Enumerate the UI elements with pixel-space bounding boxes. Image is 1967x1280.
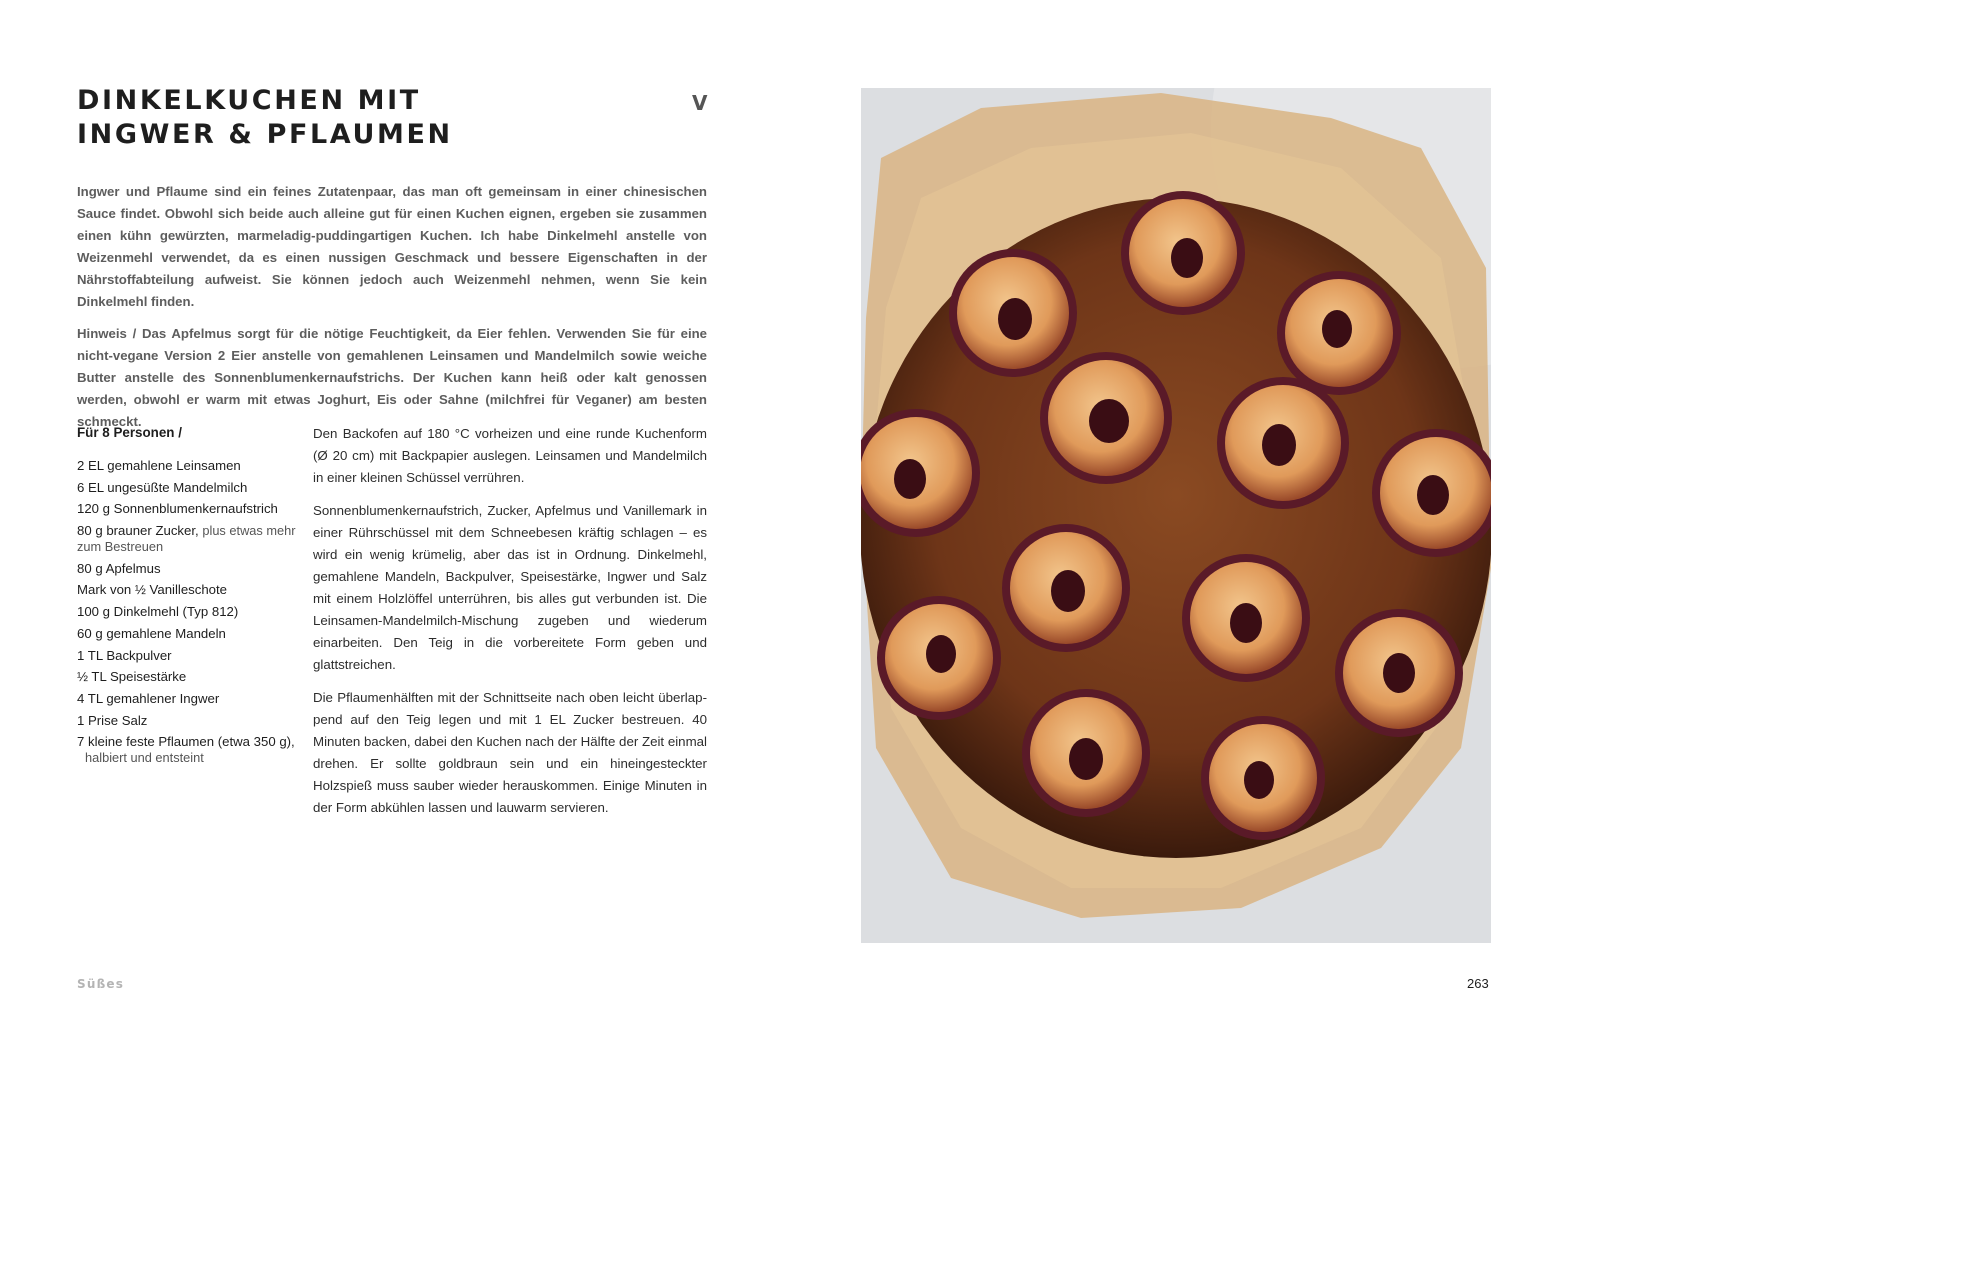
ingredient-text: 7 kleine feste Pflaumen (etwa 350 g), bbox=[77, 734, 295, 750]
method-step: Den Backofen auf 180 °C vorheizen und eine runde Kuchenform (Ø 20 cm) mit Backpapier auslegen. Leinsamen und Mandelmilch in einer kleinen Schüssel verrühren. bbox=[313, 426, 707, 485]
ingredient-item bbox=[77, 558, 297, 580]
ingredient-text: 120 g Sonnenblumenkernaufstrich bbox=[77, 501, 278, 517]
method-column bbox=[313, 423, 707, 830]
ingredient-item bbox=[77, 623, 297, 645]
recipe-title-line-2: INGWER & PFLAUMEN bbox=[77, 119, 453, 150]
page-number: 263 bbox=[1467, 976, 1489, 991]
ingredient-list bbox=[77, 455, 297, 769]
recipe-title bbox=[77, 84, 453, 152]
recipe-intro bbox=[77, 181, 707, 443]
ingredient-item bbox=[77, 731, 297, 769]
ingredient-text: 1 TL Backpulver bbox=[77, 647, 172, 663]
ingredient-text: 80 g brauner Zucker, bbox=[77, 523, 199, 539]
ingredient-item bbox=[77, 688, 297, 710]
ingredient-text: ½ TL Speisestärke bbox=[77, 669, 187, 685]
vegan-badge: V bbox=[692, 91, 708, 115]
ingredient-note: halbiert und entsteint bbox=[85, 750, 204, 766]
ingredient-text: 1 Prise Salz bbox=[77, 712, 148, 728]
method-step: Sonnenblumenkernaufstrich, Zucker, Apfelmus und Vanillemark in einer Rührschüssel mit dem Schneebesen kräftig schlagen – es wird ein wenig krümelig, aber das ist in Ordnung. Dinkelmehl, gemahlene Mandeln, Backpulver, Speisestärke, Ingwer und Salz mit einem Holzlöffel unterrühren, bis alles gut verbunden ist. Die Leinsamen-Mandelmilch-Mischung zugeben und wiederum einarbeiten. Den Teig in die vorbereitete Form geben und glattstreichen. bbox=[313, 503, 707, 672]
method-step: Die Pflaumenhälften mit der Schnittseite nach oben leicht überlappend auf den Teig legen und mit 1 EL Zucker bestreuen. 40 Minuten backen, dabei den Kuchen nach der Hälfte der Zeit einmal drehen. Er sollte goldbraun sein und ein hineingesteckter Holzspieß muss sauber wieder herauskommen. Einige Minuten in der Form abkühlen lassen und lauwarm servieren. bbox=[313, 690, 707, 815]
section-name: Süßes bbox=[77, 977, 125, 991]
ingredient-text: 100 g Dinkelmehl (Typ 812) bbox=[77, 604, 239, 620]
ingredient-item bbox=[77, 666, 297, 688]
ingredient-item bbox=[77, 645, 297, 667]
ingredient-text: 4 TL gemahlener Ingwer bbox=[77, 690, 220, 706]
ingredient-item bbox=[77, 498, 297, 520]
intro-paragraph: Ingwer und Pflaume sind ein feines Zutatenpaar, das man oft gemeinsam in einer chinesischen Sauce findet. Obwohl sich beide auch alleine gut für einen Kuchen eignen, ergeben sie zusammen einen kühn gewürzten, marmeladig-puddingartigen Kuchen. Ich habe Dinkelmehl anstelle von Weizenmehl verwendet, da es einen nussigen Geschmack und bessere Eigenschaften in der Nährstoffabteilung aufweist. Sie können jedoch auch Weizenmehl nehmen, wenn Sie kein Dinkelmehl finden. bbox=[77, 184, 707, 309]
hint-paragraph: Hinweis / Das Apfelmus sorgt für die nötige Feuchtigkeit, da Eier fehlen. Verwenden Sie für eine nicht-vegane Version 2 Eier anstelle von gemahlenen Leinsamen und Mandelmilch sowie weiche Butter anstelle des Sonnenblumenkernaufstrichs. Der Kuchen kann heiß oder kalt genossen werden, obwohl er warm mit etwas Joghurt, Eis oder Sahne (milchfrei für Veganer) am besten schmeckt. bbox=[77, 326, 707, 429]
ingredient-note: plus etwas mehr zum Bestreuen bbox=[77, 523, 296, 555]
ingredients-column bbox=[77, 423, 297, 769]
ingredient-item bbox=[77, 601, 297, 623]
ingredient-text: Mark von ½ Vanilleschote bbox=[77, 582, 228, 598]
ingredient-item bbox=[77, 579, 297, 601]
ingredient-item bbox=[77, 520, 297, 558]
ingredient-item bbox=[77, 477, 297, 499]
cake-illustration bbox=[861, 88, 1491, 943]
ingredient-item bbox=[77, 455, 297, 477]
ingredient-text: 80 g Apfelmus bbox=[77, 560, 161, 576]
ingredient-item bbox=[77, 710, 297, 732]
ingredient-text: 2 EL gemahlene Leinsamen bbox=[77, 458, 241, 473]
servings-label: Für 8 Personen / bbox=[77, 425, 182, 440]
recipe-title-line-1: DINKELKUCHEN MIT bbox=[77, 85, 421, 116]
ingredient-text: 60 g gemahlene Mandeln bbox=[77, 625, 226, 641]
ingredient-text: 6 EL ungesüßte Mandelmilch bbox=[77, 479, 248, 495]
cake-photo bbox=[861, 88, 1491, 943]
